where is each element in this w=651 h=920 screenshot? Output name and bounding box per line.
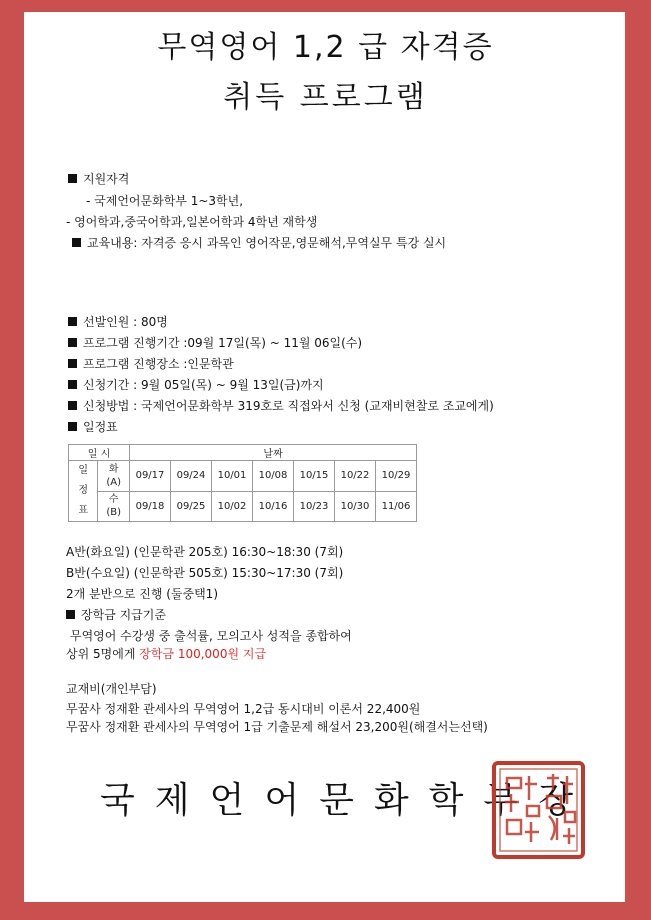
schedule-date-cell: 09/24 bbox=[171, 461, 212, 492]
schedule-date-cell: 10/29 bbox=[376, 461, 417, 492]
scholarship-highlight: 장학금 100,000원 지급 bbox=[139, 647, 267, 661]
scholarship-heading-text: 장학금 지급기준 bbox=[81, 608, 166, 622]
schedule-date-cell: 10/23 bbox=[294, 491, 335, 522]
eligibility-line-1: - 국제언어문화학부 1~3학년, bbox=[86, 194, 244, 208]
class-note: 2개 분반으로 진행 (둘중택1) bbox=[66, 587, 218, 601]
square-bullet-icon bbox=[66, 610, 75, 619]
info-item bbox=[68, 397, 494, 414]
schedule-date-cell: 10/30 bbox=[335, 491, 376, 522]
square-bullet-icon bbox=[68, 359, 77, 368]
info-text: 선발인원 : 80명 bbox=[83, 315, 168, 329]
title-line-2: 취득 프로그램 bbox=[223, 80, 428, 115]
info-text: 신청기간 : 9월 05일(목) ~ 9월 13일(금)까지 bbox=[83, 378, 324, 392]
schedule-date-cell: 09/17 bbox=[130, 461, 171, 492]
schedule-table bbox=[68, 444, 417, 522]
textbook-heading: 교재비(개인부담) bbox=[66, 682, 157, 696]
scholarship-line-2: 상위 5명에게 장학금 100,000원 지급 bbox=[66, 647, 267, 661]
schedule-date-header: 날짜 bbox=[130, 445, 417, 461]
schedule-date-cell: 10/01 bbox=[212, 461, 253, 492]
info-text: 일정표 bbox=[83, 420, 118, 434]
textbook-item: 무꿈사 정재환 관세사의 무역영어 1,2급 동시대비 이론서 22,400원 bbox=[66, 702, 421, 716]
square-bullet-icon bbox=[68, 338, 77, 347]
info-item bbox=[68, 313, 168, 330]
eligibility-line-2: - 영어학과,중국어학과,일본어학과 4학년 재학생 bbox=[66, 215, 318, 229]
info-text: 프로그램 진행장소 :인문학관 bbox=[83, 357, 234, 371]
schedule-date-cell: 09/18 bbox=[130, 491, 171, 522]
class-a: A반(화요일) (인문학관 205호) 16:30~18:30 (7회) bbox=[66, 545, 344, 559]
square-bullet-icon bbox=[68, 422, 77, 431]
schedule-date-cell: 10/02 bbox=[212, 491, 253, 522]
square-bullet-icon bbox=[72, 238, 81, 247]
schedule-date-cell: 10/22 bbox=[335, 461, 376, 492]
title-line-1: 무역영어 1,2 급 자격증 bbox=[157, 30, 494, 65]
class-b: B반(수요일) (인문학관 505호) 15:30~17:30 (7회) bbox=[66, 566, 344, 580]
square-bullet-icon bbox=[68, 380, 77, 389]
schedule-day-a: 화 (A) bbox=[98, 461, 130, 492]
education-content bbox=[72, 234, 446, 251]
scholarship-line-1: 무역영어 수강생 중 출석률, 모의고사 성적을 종합하여 bbox=[70, 629, 352, 643]
schedule-date-cell: 11/06 bbox=[376, 491, 417, 522]
eligibility-heading bbox=[68, 170, 129, 187]
schedule-day-b: 수 (B) bbox=[98, 491, 130, 522]
schedule-date-cell: 10/15 bbox=[294, 461, 335, 492]
info-item bbox=[68, 355, 234, 372]
department-signature: 국제언어문화학부장 bbox=[100, 780, 593, 821]
textbook-item: 무꿈사 정재환 관세사의 무역영어 1급 기출문제 해설서 23,200원(해결서는선택) bbox=[66, 720, 488, 734]
square-bullet-icon bbox=[68, 174, 77, 183]
info-text: 프로그램 진행기간 :09월 17일(목) ~ 11월 06일(수) bbox=[83, 336, 363, 350]
schedule-corner-header: 일 시 bbox=[69, 445, 130, 461]
info-item bbox=[68, 334, 362, 351]
info-text: 신청방법 : 국제언어문화학부 319호로 직접와서 신청 (교재비현찰로 조교에게) bbox=[83, 399, 494, 413]
schedule-date-cell: 10/16 bbox=[253, 491, 294, 522]
scholarship-heading bbox=[66, 606, 166, 623]
info-item bbox=[68, 376, 324, 393]
schedule-date-cell: 09/25 bbox=[171, 491, 212, 522]
schedule-date-cell: 10/08 bbox=[253, 461, 294, 492]
eligibility-heading-text: 지원자격 bbox=[83, 172, 130, 186]
schedule-side-label: 일 정 표 bbox=[69, 461, 98, 522]
square-bullet-icon bbox=[68, 317, 77, 326]
info-item bbox=[68, 418, 118, 435]
official-seal-icon bbox=[491, 760, 586, 860]
education-text: 교육내용: 자격증 응시 과목인 영어작문,영문해석,무역실무 특강 실시 bbox=[87, 236, 447, 250]
square-bullet-icon bbox=[68, 401, 77, 410]
